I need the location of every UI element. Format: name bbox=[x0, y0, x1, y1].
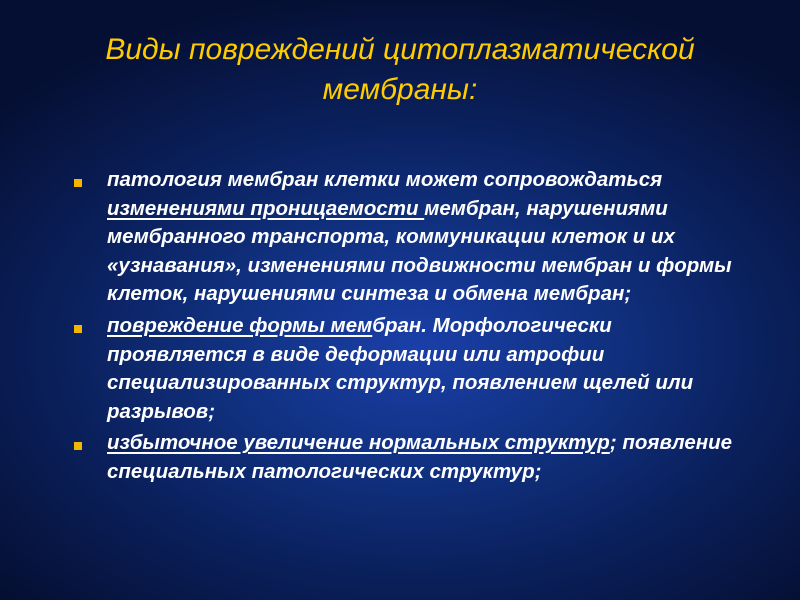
bullet-3-underlined-text: избыточное увеличение нормальных структур bbox=[107, 431, 610, 455]
bullet-item-3 bbox=[70, 429, 750, 486]
bullet-list bbox=[70, 166, 750, 490]
bullet-1-underlined-text: изменениями проницаемости bbox=[107, 196, 425, 220]
bullet-2-underlined-text: повреждение формы мем bbox=[107, 313, 373, 337]
title-line-1: Виды повреждений цитоплазматической bbox=[105, 33, 695, 66]
square-bullet-icon bbox=[74, 179, 82, 187]
title-line-2: мембраны: bbox=[322, 73, 478, 106]
square-bullet-icon bbox=[74, 325, 82, 333]
bullet-item-2 bbox=[70, 312, 750, 426]
bullet-2-tail-text: бран. Морфологически проявляется в виде деформации или атрофии специализированных структур, появлением щелей или разрывов; bbox=[107, 313, 694, 423]
slide-title bbox=[0, 30, 800, 110]
bullet-item-1 bbox=[70, 166, 750, 309]
bullet-3-tail-text: ; появление специальных патологических структур; bbox=[107, 431, 733, 483]
bullet-1-text: патология мембран клетки может сопровождаться bbox=[107, 168, 663, 191]
bullet-1-tail-text: мембран, нарушениями мембранного транспорта, коммуникации клеток и их «узнавания», изменениями подвижности мембран и формы клеток, нарушениями синтеза и обмена мембран; bbox=[107, 196, 732, 306]
square-bullet-icon bbox=[74, 442, 82, 450]
